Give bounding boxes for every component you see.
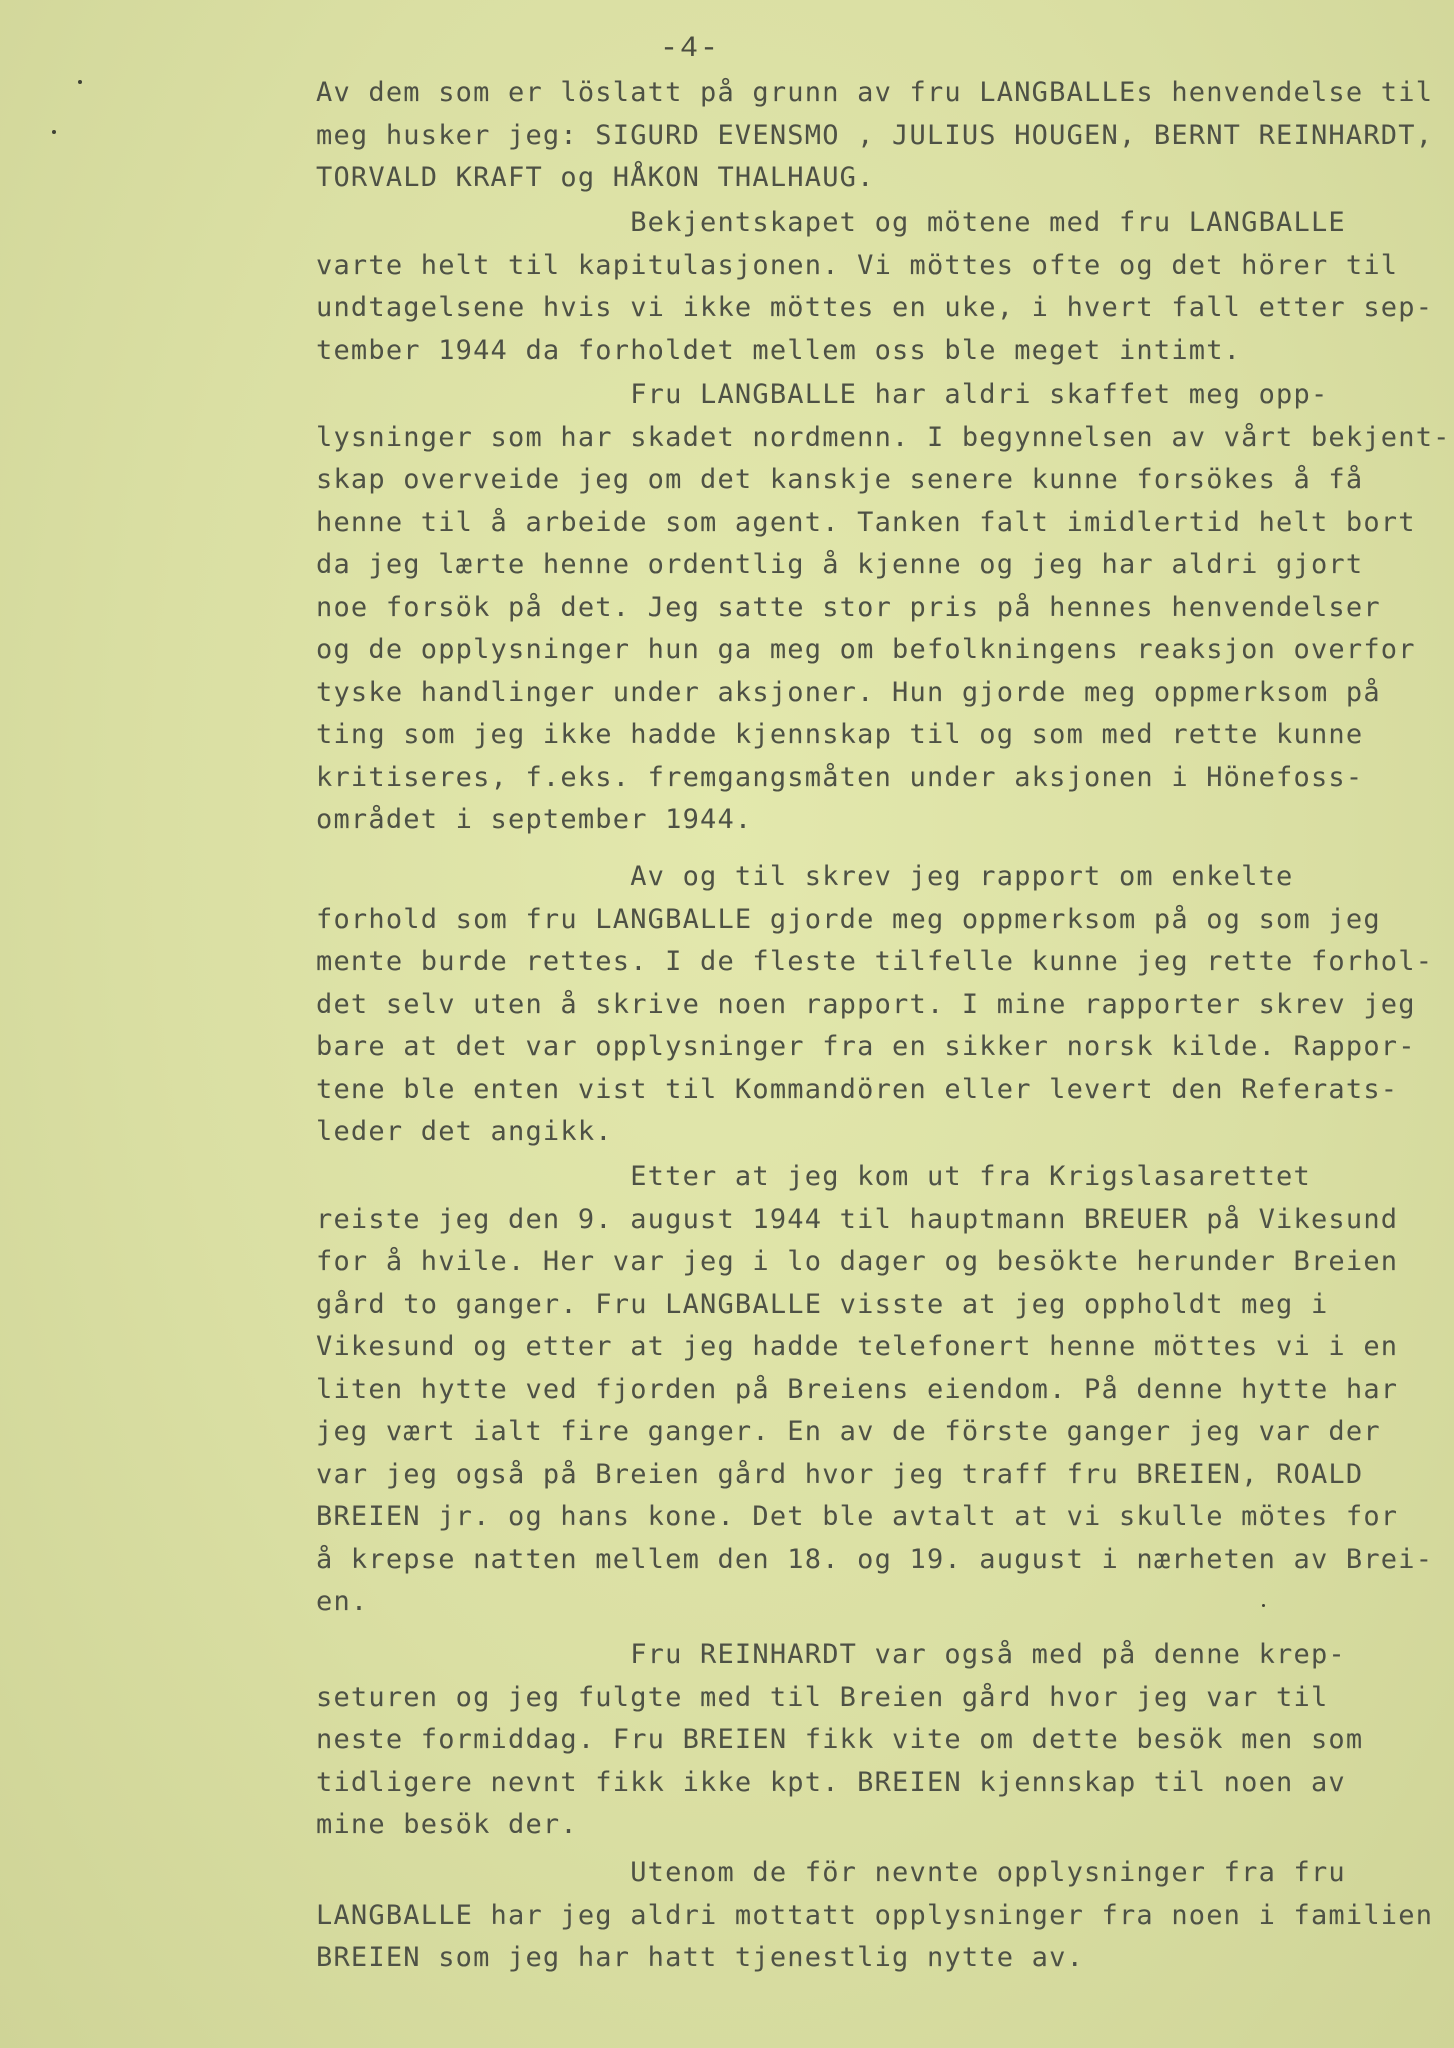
paragraph-released-persons: Av dem som er löslatt på grunn av fru LANGBALLEs henvendelse til meg husker jeg: SIGURD EVENSMO , JULIUS HOUGEN, BERNT REINHARDT, TORVALD KRAFT og HÅKON THALHAUG. bbox=[316, 77, 1434, 193]
paragraph-no-information-from-breien: Utenom de för nevnte opplysninger fra fru LANGBALLE har jeg aldri mottatt opplysninger fra noen i familien BREIEN som jeg har hatt tjenestlig nytte av. bbox=[316, 1857, 1434, 1973]
paragraph-no-harmful-information: Fru LANGBALLE har aldri skaffet meg opp- lysninger som har skadet nordmenn. I begynnelsen av vårt bekjent- skap overveide jeg om det kanskje senere kunne forsökes å få henne til å arbeide som agent. Tanken falt imidlertid helt bort da jeg lærte henne ordentlig å kjenne og jeg har aldri gjort noe forsök på det. Jeg satte stor pris på hennes henvendelser og de opplysninger hun ga meg om befolkningens reaksjon overfor tyske handlinger under aksjoner. Hun gjorde meg oppmerksom på ting som jeg ikke hadde kjennskap til og som med rette kunne kritiseres, f.eks. fremgangsmåten under aksjonen i Hönefoss- området i september 1944. bbox=[316, 379, 1451, 835]
paragraph-acquaintance: Bekjentskapet og mötene med fru LANGBALLE varte helt til kapitulasjonen. Vi möttes ofte og det hörer til undtagelsene hvis vi ikke möttes en uke, i hvert fall etter sep- tember 1944 da forholdet mellem oss ble meget intimt. bbox=[316, 207, 1434, 366]
paper-speck bbox=[78, 80, 82, 84]
page-number: -4- bbox=[660, 32, 721, 66]
paper-speck bbox=[52, 130, 56, 134]
paragraph-crayfish-trip: Fru REINHARDT var også med på denne krep- seturen og jeg fulgte med til Breien gård hvor jeg var til neste formiddag. Fru BREIEN fikk vite om dette besök men som tidligere nevnt fikk ikke kpt. BREIEN kjennskap til noen av mine besök der. bbox=[316, 1639, 1364, 1840]
paragraph-reports: Av og til skrev jeg rapport om enkelte forhold som fru LANGBALLE gjorde meg oppmerksom på og som jeg mente burde rettes. I de fleste tilfelle kunne jeg rette forhol- det selv uten å skrive noen rapport. I mine rapporter skrev jeg bare at det var opplysninger fra en sikker norsk kilde. Rappor- tene ble enten vist til Kommandören eller levert den Referats- leder det angikk. bbox=[316, 861, 1434, 1147]
paragraph-vikesund-visit: Etter at jeg kom ut fra Krigslasarettet reiste jeg den 9. august 1944 til hauptmann BREUER på Vikesund for å hvile. Her var jeg i lo dager og besökte herunder Breien gård to ganger. Fru LANGBALLE visste at jeg oppholdt meg i Vikesund og etter at jeg hadde telefonert henne möttes vi i en liten hytte ved fjorden på Breiens eiendom. På denne hytte har jeg vært ialt fire ganger. En av de förste ganger jeg var der var jeg også på Breien gård hvor jeg traff fru BREIEN, ROALD BREIEN jr. og hans kone. Det ble avtalt at vi skulle mötes for å krepse natten mellem den 18. og 19. august i nærheten av Brei- en. bbox=[316, 1161, 1434, 1617]
